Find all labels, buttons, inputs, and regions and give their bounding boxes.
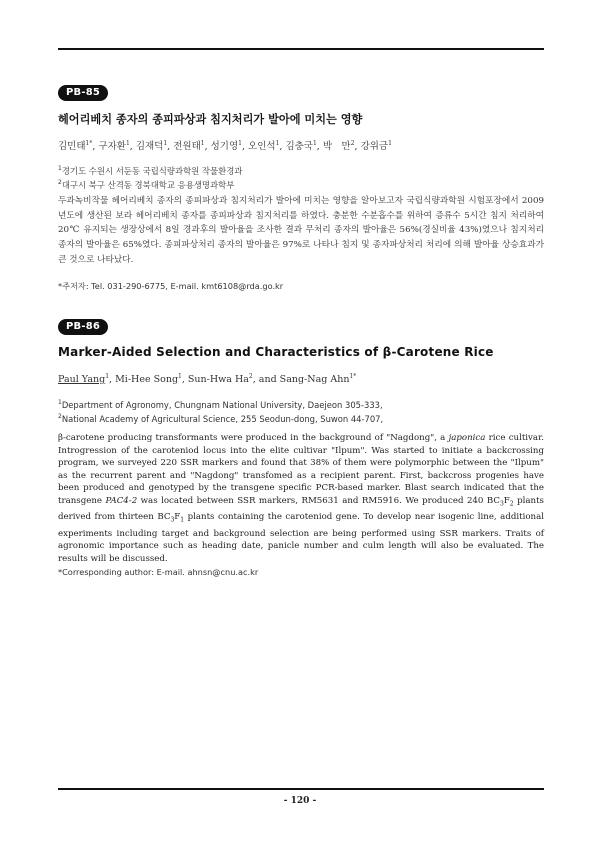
top-rule (58, 48, 544, 50)
author: 강위금$^1$ (360, 139, 392, 152)
article-title-pb86: Marker-Aided Selection and Characteristics of β-Carotene Rice (58, 345, 494, 359)
author: 김재덕$^1$ (135, 139, 168, 152)
author: 성기영$^1$ (210, 139, 242, 152)
abstract-pb86: β-carotene producing transformants were produced in the background of "Nagdong", a japonica rice cultivar. Introgression of the caroteniod locus into the elite cultivar "Ilpum". Was started to initiate a backcrossing program, we surveyed 220 SSR markers and found that 38% of them were polymorphic between the "Ilpum" as the recurrent parent and "Nagdong" transfomed as a recipient parent. First, backcross progenies have been produced and genotyped by the transgene specific PCR-based marker. Blast search indicated that the transgene PAC4-2 was located between SSR markers, RM5631 and RM5916. We produced 240 $BC_3F_2$ plants derived from thirteen $BC_3F_1$ plants containing the caroteniod gene. To develop near isogenic line, additional experiments including target and background selection are being performed using SSR markers. Traits of agronomic importance such as heading date, panicle number and culm length will also be evaluated. The results will be discussed. (58, 433, 544, 564)
footnote-pb86: *Corresponding author: E-mail. ahnsn@cnu.ac.kr (58, 567, 259, 577)
author-list-pb86: Paul Yang$^1$, Mi-Hee Song$^1$, Sun-Hwa Ha$^2$, and Sang-Nag Ahn$^{1*}$ (58, 373, 357, 386)
author: 구자환$^1$ (98, 139, 130, 152)
author: 오인석$^1$ (248, 139, 280, 152)
author: 전원태$^1$ (173, 139, 205, 152)
affiliation-line: $^1$Department of Agronomy, Chungnam National University, Daejeon 305-333, (58, 399, 383, 410)
author: Mi-Hee Song$^1$ (115, 373, 182, 386)
bottom-rule (58, 788, 544, 790)
page-number: - 120 - (283, 796, 317, 806)
abstract-pb85: 두과녹비작물 헤어리베치 종자의 종피파상과 침지처리가 발아에 미치는 영향을 알아보고자 국립식량과학원 시험포장에서 2009년도에 생산된 보라 헤어리베치 종자를 종피파상과 침지처리를 하였다. 충분한 수분흡수를 위하여 증류수 5시간 침지 처리하여 20℃ 유지되는 생장상에서 8일 경과후의 발아율을 조사한 결과 무처리 종자의 발아율은 56%(경실비율 43%)였으나 침지처리 종자의 발아율은 65%였다. 종피파상처리 종자의 발아율은 97%로 나타나 침지 및 종자파상처리 처리에 의해 발아율 상승효과가 큰 것으로 나타났다. (58, 196, 544, 265)
section-badge-pb86: PB-86 (58, 319, 108, 335)
affiliation-line: $^2$National Academy of Agricultural Science, 255 Seodun-dong, Suwon 44-707, (58, 412, 384, 424)
article-title-pb85: 헤어리베치 종자의 종피파상과 침지처리가 발아에 미치는 영향 (58, 113, 363, 126)
affiliation-line: $^2$대구시 북구 산격동 경북대학교 응용생명과학부 (58, 178, 235, 190)
author-list-pb85: 김민태$^{1*}$, 구자환$^1$, 김재덕$^1$, 전원태$^1$, 성기영$^1$, 오인석$^1$, 김충국$^1$, 박 만$^2$, 강위금$^1$ (58, 139, 392, 152)
footnote-pb85: *주저자: Tel. 031-290-6775, E-mail. kmt6108@rda.go.kr (58, 281, 284, 291)
author: Sun-Hwa Ha$^2$ (187, 373, 253, 386)
affiliation-line: $^1$경기도 수원시 서둔동 국립식량과학원 작물환경과 (58, 165, 243, 176)
author: 김충국$^1$ (285, 139, 317, 152)
author: 김민태$^{1*}$ (58, 139, 93, 152)
author: Paul Yang$^1$ (58, 373, 110, 386)
affiliations-pb85 (58, 163, 544, 191)
author: and Sang-Nag Ahn$^{1*}$ (258, 373, 357, 386)
affiliations-pb86 (58, 397, 544, 425)
author: 박 만$^2$ (322, 139, 355, 152)
section-badge-pb85: PB-85 (58, 85, 108, 101)
